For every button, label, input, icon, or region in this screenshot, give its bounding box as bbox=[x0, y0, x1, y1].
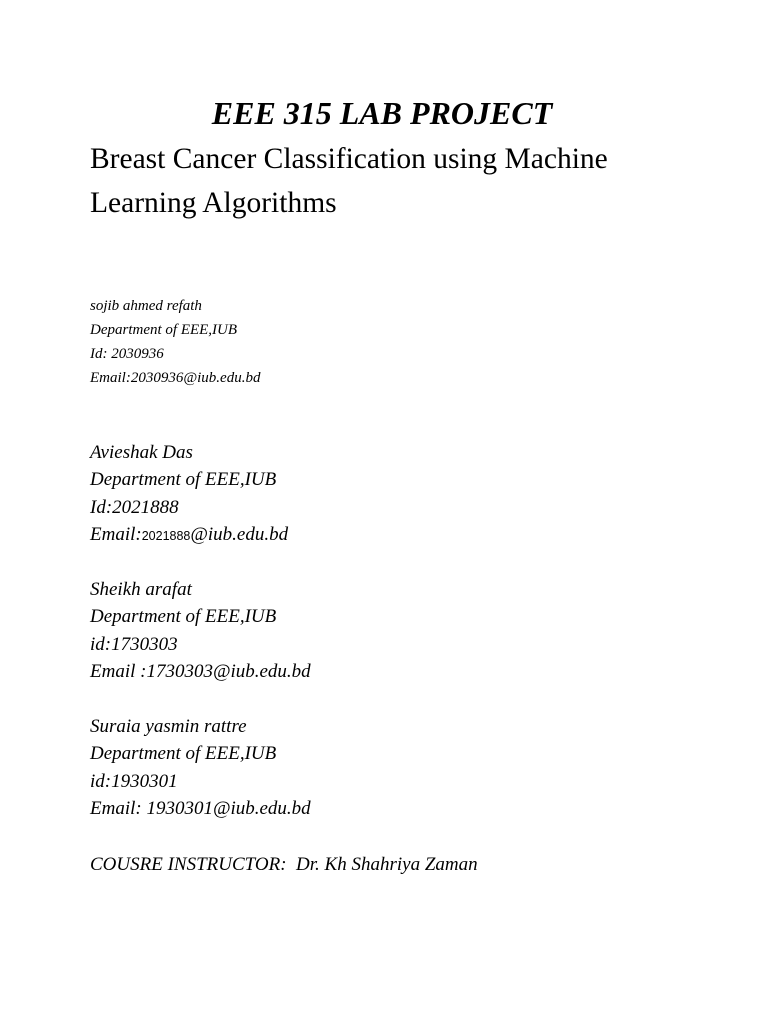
course-instructor bbox=[90, 851, 478, 878]
author-department: Department of EEE,IUB bbox=[90, 743, 277, 765]
author-id: Id:2021888 bbox=[90, 496, 179, 518]
author-block-3 bbox=[90, 576, 311, 685]
author-email bbox=[90, 521, 288, 550]
author-block-4 bbox=[90, 713, 311, 822]
author-id: id:1930301 bbox=[90, 770, 178, 792]
author-name: Sheikh arafat bbox=[90, 579, 192, 600]
email-id: 2021888 bbox=[141, 528, 191, 543]
author-block-1 bbox=[90, 294, 260, 390]
author-department: Department of EEE,IUB bbox=[90, 606, 277, 628]
email-domain: @iub.edu.bd bbox=[190, 523, 289, 545]
author-name: Avieshak Das bbox=[90, 442, 193, 463]
author-email: Email: 1930301@iub.edu.bd bbox=[90, 797, 311, 819]
author-email: Email:2030936@iub.edu.bd bbox=[90, 370, 261, 386]
document-subtitle: Breast Cancer Classification using Machine Learning Algorithms bbox=[90, 143, 608, 219]
document-title: EEE 315 LAB PROJECT bbox=[211, 95, 553, 131]
author-id: id:1730303 bbox=[90, 633, 178, 655]
author-id: Id: 2030936 bbox=[90, 346, 164, 362]
author-email: Email :1730303@iub.edu.bd bbox=[90, 660, 311, 682]
author-name: sojib ahmed refath bbox=[90, 298, 202, 314]
author-department: Department of EEE,IUB bbox=[90, 322, 238, 338]
instructor-label: COUSRE INSTRUCTOR: bbox=[90, 854, 287, 875]
instructor-name: Dr. Kh Shahriya Zaman bbox=[296, 854, 478, 875]
author-block-2 bbox=[90, 439, 288, 550]
email-prefix: Email: bbox=[90, 523, 142, 545]
author-name: Suraia yasmin rattre bbox=[90, 716, 247, 737]
author-department: Department of EEE,IUB bbox=[90, 469, 277, 491]
